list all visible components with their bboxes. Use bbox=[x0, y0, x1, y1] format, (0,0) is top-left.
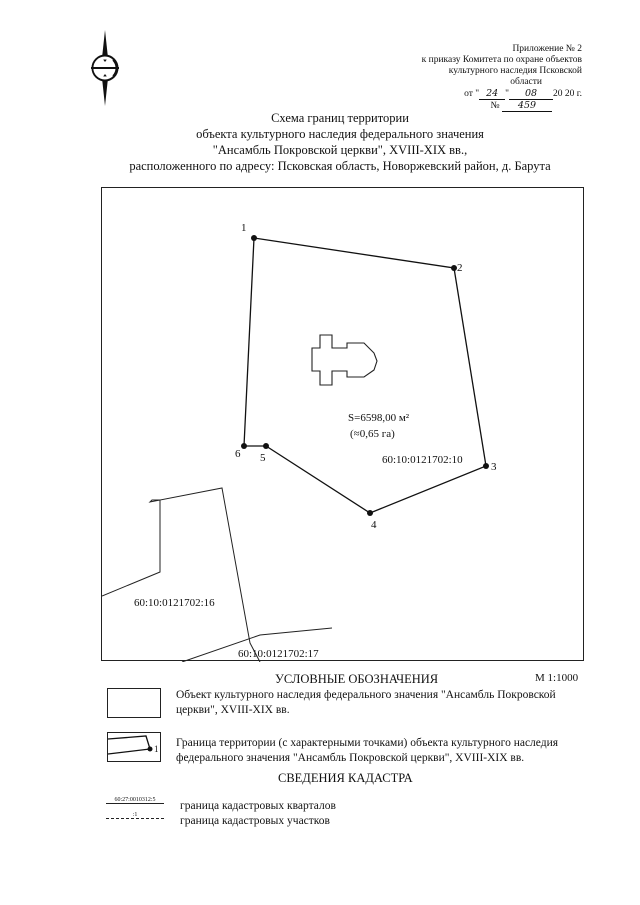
quarter-line-sample: 60:27:0010312:5 bbox=[106, 797, 164, 804]
legend-point-label: 1 bbox=[154, 744, 159, 754]
title-line-4: расположенного по адресу: Псковская область, Новоржевский район, д. Барута bbox=[129, 159, 551, 173]
map-frame bbox=[101, 187, 584, 661]
territory-boundary bbox=[244, 238, 486, 513]
parcel-boundary-text: граница кадастровых участков bbox=[180, 815, 330, 827]
scale-label: М 1:1000 bbox=[535, 672, 579, 684]
appendix-title: Приложение № 2 bbox=[512, 44, 582, 54]
cadastre-header: СВЕДЕНИЯ КАДАСТРА bbox=[278, 771, 413, 785]
point-6 bbox=[241, 443, 247, 449]
point-label-6: 6 bbox=[235, 448, 241, 460]
appendix-line-2: к приказу Комитета по охране объектов bbox=[421, 55, 582, 65]
point-label-5: 5 bbox=[260, 452, 266, 464]
legend-item-boundary: Граница территории (с характерными точками) объекта культурного наследия федерального значения "Ансамбль Покровской церкви", XVIII-XIX вв. bbox=[176, 737, 559, 764]
cadastral-17-label: 60:10:0121702:17 bbox=[238, 648, 319, 660]
title-line-3: "Ансамбль Покровской церкви", XVIII-XIX вв., bbox=[212, 143, 468, 157]
area-ha-label: (≈0,65 га) bbox=[350, 428, 395, 440]
church-outline bbox=[312, 335, 377, 385]
title-line-2: объекта культурного наследия федерального значения bbox=[196, 127, 484, 141]
point-5 bbox=[263, 443, 269, 449]
area-label: S=6598,00 м² bbox=[348, 412, 410, 424]
cadastral-main-label: 60:10:0121702:10 bbox=[382, 454, 463, 466]
point-label-2: 2 bbox=[457, 262, 463, 274]
boundary-line-icon bbox=[108, 733, 162, 763]
point-label-4: 4 bbox=[371, 519, 377, 531]
appendix-line-4: области bbox=[510, 77, 542, 87]
point-label-3: 3 bbox=[491, 461, 497, 473]
legend-item-object: Объект культурного наследия федерального значения "Ансамбль Покровской церкви", XVIII-XIX вв. bbox=[176, 689, 556, 716]
quarter-boundary-text: граница кадастровых кварталов bbox=[180, 800, 336, 812]
parcel-16-boundary bbox=[102, 488, 260, 662]
appendix-line-3: культурного наследия Псковской bbox=[448, 66, 582, 76]
appendix-number: № 459 bbox=[362, 100, 582, 112]
point-label-1: 1 bbox=[241, 222, 247, 234]
point-markers bbox=[241, 235, 489, 516]
order-number: 459 bbox=[502, 100, 552, 112]
date-month: 08 bbox=[509, 88, 553, 100]
legend-header: УСЛОВНЫЕ ОБОЗНАЧЕНИЯ bbox=[275, 672, 439, 686]
parcel-line-sample: :1 bbox=[106, 812, 164, 819]
point-3 bbox=[483, 463, 489, 469]
point-1 bbox=[251, 235, 257, 241]
date-day: 24 bbox=[479, 88, 505, 100]
compass-emblem-icon bbox=[85, 28, 125, 108]
point-4 bbox=[367, 510, 373, 516]
appendix-block bbox=[362, 44, 582, 112]
legend-boundary-symbol bbox=[107, 732, 161, 762]
title-line-1: Схема границ территории bbox=[271, 111, 409, 125]
appendix-date: от " 24 " 08 20 20 г. bbox=[464, 88, 582, 99]
boundary-map bbox=[102, 188, 585, 662]
cadastral-16-label: 60:10:0121702:16 bbox=[134, 597, 215, 609]
legend-object-symbol bbox=[107, 688, 161, 718]
document-title bbox=[60, 110, 620, 174]
